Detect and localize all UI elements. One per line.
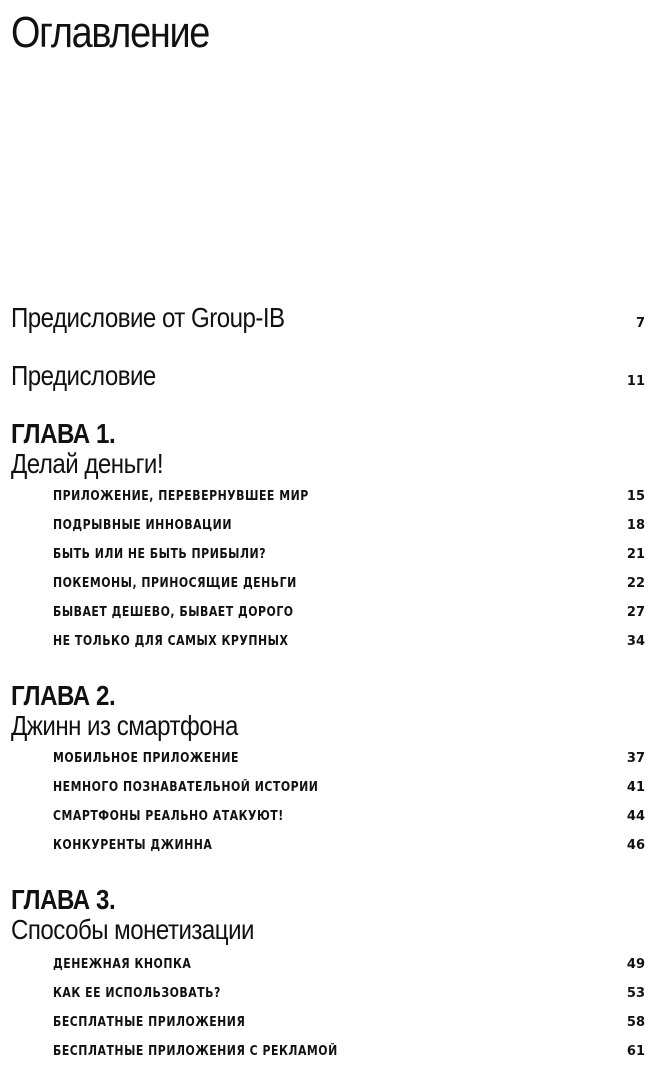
toc-section-entry[interactable] <box>53 511 645 540</box>
chapter-3-title[interactable]: Способы монетизации <box>11 914 254 945</box>
toc-section-label: НЕ ТОЛЬКО ДЛЯ САМЫХ КРУПНЫХ <box>53 634 289 649</box>
toc-page-number: 7 <box>635 316 645 331</box>
toc-page-number: 37 <box>626 751 645 766</box>
toc-page-number: 27 <box>626 605 645 620</box>
toc-section-label: БЕСПЛАТНЫЕ ПРИЛОЖЕНИЯ <box>53 1015 246 1030</box>
toc-section-entry[interactable] <box>53 598 645 627</box>
toc-entry-label: Предисловие <box>11 360 156 391</box>
chapter-1-entries <box>53 482 645 656</box>
chapter-2-entries <box>53 744 645 860</box>
toc-section-label: БЫТЬ ИЛИ НЕ БЫТЬ ПРИБЫЛИ? <box>53 547 267 562</box>
toc-section-label: НЕМНОГО ПОЗНАВАТЕЛЬНОЙ ИСТОРИИ <box>53 780 319 795</box>
toc-section-entry[interactable] <box>53 831 645 860</box>
toc-page-number: 34 <box>626 634 645 649</box>
toc-section-entry[interactable] <box>53 744 645 773</box>
toc-page-number: 11 <box>626 374 645 389</box>
toc-section-label: КОНКУРЕНТЫ ДЖИННА <box>53 838 213 853</box>
toc-section-label: КАК ЕЕ ИСПОЛЬЗОВАТЬ? <box>53 986 221 1001</box>
toc-section-entry[interactable] <box>53 569 645 598</box>
chapter-2-number: ГЛАВА 2. <box>11 680 116 711</box>
toc-page-number: 61 <box>626 1044 645 1059</box>
toc-section-label: МОБИЛЬНОЕ ПРИЛОЖЕНИЕ <box>53 751 239 766</box>
toc-section-label: ДЕНЕЖНАЯ КНОПКА <box>53 957 192 972</box>
toc-section-label: БЫВАЕТ ДЕШЕВО, БЫВАЕТ ДОРОГО <box>53 605 294 620</box>
toc-page-number: 44 <box>626 809 645 824</box>
toc-section-entry[interactable] <box>53 1037 645 1066</box>
toc-entry-label: Предисловие от Group-IB <box>11 302 285 333</box>
toc-page-number: 46 <box>626 838 645 853</box>
chapter-1-number: ГЛАВА 1. <box>11 418 116 449</box>
toc-section-entry[interactable] <box>53 627 645 656</box>
page-title: Оглавление <box>11 8 210 57</box>
toc-page-number: 41 <box>626 780 645 795</box>
toc-page-number: 49 <box>626 957 645 972</box>
toc-page-number: 18 <box>626 518 645 533</box>
toc-section-entry[interactable] <box>53 1008 645 1037</box>
toc-page-number: 22 <box>626 576 645 591</box>
toc-section-label: ПРИЛОЖЕНИЕ, ПЕРЕВЕРНУВШЕЕ МИР <box>53 489 309 504</box>
toc-section-entry[interactable] <box>53 482 645 511</box>
toc-page-number: 53 <box>626 986 645 1001</box>
toc-section-label: ПОКЕМОНЫ, ПРИНОСЯЩИЕ ДЕНЬГИ <box>53 576 297 591</box>
toc-section-entry[interactable] <box>53 540 645 569</box>
toc-section-entry[interactable] <box>53 950 645 979</box>
toc-section-label: СМАРТФОНЫ РЕАЛЬНО АТАКУЮТ! <box>53 809 284 824</box>
chapter-3-entries <box>53 950 645 1066</box>
chapter-3-number: ГЛАВА 3. <box>11 884 116 915</box>
chapter-1-title[interactable]: Делай деньги! <box>11 448 163 479</box>
toc-page-number: 58 <box>626 1015 645 1030</box>
toc-section-label: ПОДРЫВНЫЕ ИННОВАЦИИ <box>53 518 232 533</box>
chapter-2-title[interactable]: Джинн из смартфона <box>11 710 238 741</box>
toc-page-number: 21 <box>626 547 645 562</box>
toc-page-number: 15 <box>626 489 645 504</box>
toc-entry-foreword-group-ib[interactable] <box>11 302 645 334</box>
toc-section-label: БЕСПЛАТНЫЕ ПРИЛОЖЕНИЯ С РЕКЛАМОЙ <box>53 1044 338 1059</box>
toc-section-entry[interactable] <box>53 802 645 831</box>
toc-section-entry[interactable] <box>53 979 645 1008</box>
toc-entry-foreword[interactable] <box>11 360 645 392</box>
toc-section-entry[interactable] <box>53 773 645 802</box>
